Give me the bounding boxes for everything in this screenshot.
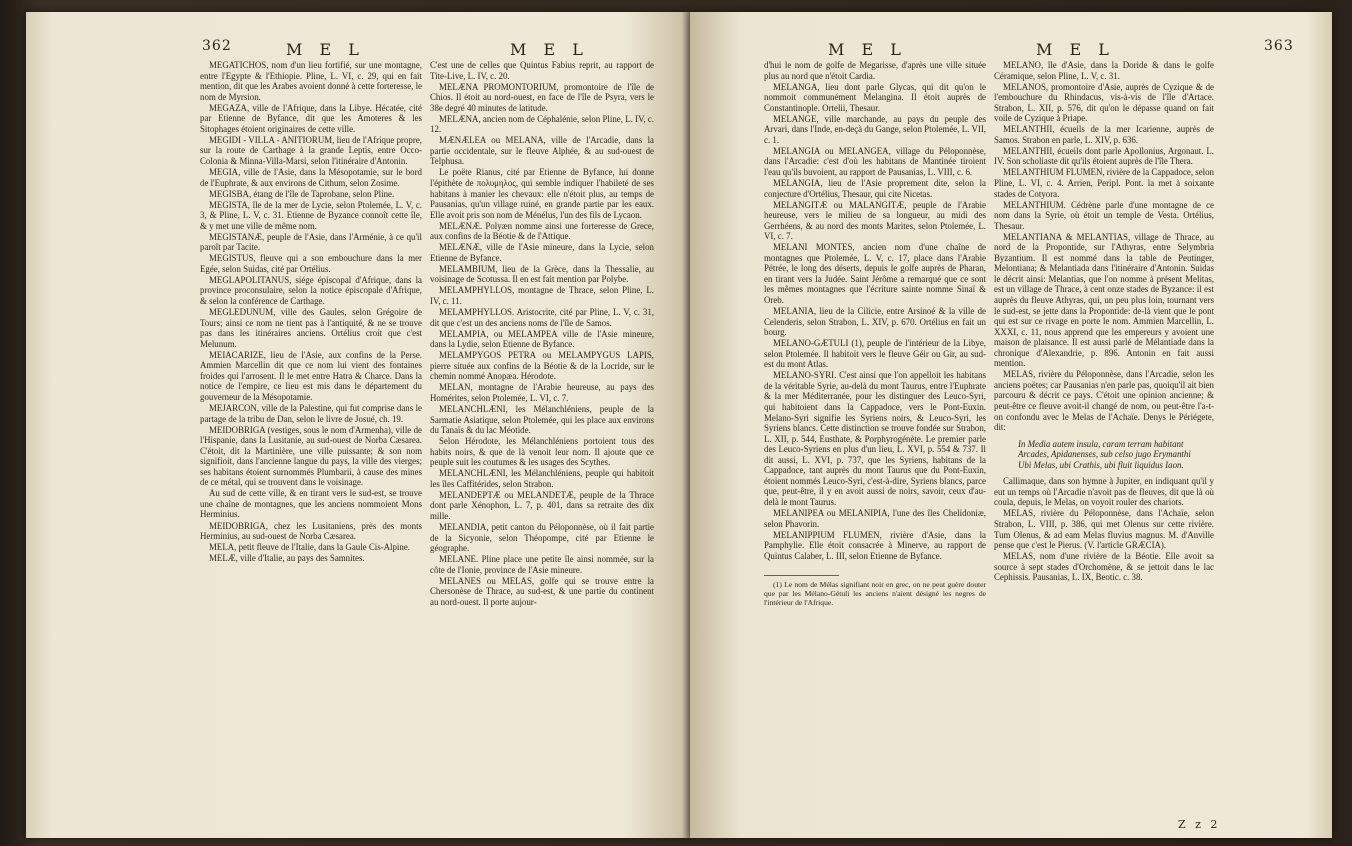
dictionary-entry: MEGIDI - VILLA - ANITIORUM, lieu de l'Afrique propre, sur la route de Carthage à la grande Leptis, entre Occo-Colonia & Minna-Villa-Marsi, selon l'itinéraire d'Antonin. [200,134,422,166]
right-page [690,12,1332,838]
dictionary-entry: d'hui le nom de golfe de Megarisse, d'après une ville située plus au nord que n'étoit Cardia. [764,60,986,81]
dictionary-entry: MELANOS, promontoire d'Asie, auprès de Cyzique & de l'embouchure du Rhindacus, vis-à-vis de l'île d'Artace. Strabon, L. XII, p. 576, dit qu'on le dépasse quand on fait voile de Cyzique à Priape. [994,81,1214,124]
verse-line: Ubi Melas, ubi Crathis, ubi fluit liquidus Iaon. [1018,459,1184,470]
dictionary-entry: MEGATICHOS, nom d'un lieu fortifié, sur une montagne, entre l'Egypte & l'Ethiopie. Pline, L. VI, c. 29, qui en fait mention, dit que les Arabes avoient donné à cette forteresse, le nom de Myrsion. [200,60,422,102]
dictionary-entry: MEGLAPOLITANUS, siége épiscopal d'Afrique, dans la province proconsulaire, selon la notice épiscopale d'Afrique, & selon la conférence de Carthage. [200,274,422,307]
right-column-2 [994,60,1214,583]
dictionary-entry: MEGIA, ville de l'Asie, dans la Mésopotamie, sur le bord de l'Euphrate, & aux environs de Cithum, selon Zosime. [200,166,422,188]
left-column-2 [430,60,654,608]
dictionary-entry: MEGISTUS, fleuve qui a son embouchure dans la mer Egée, selon Suidas, cité par Ortélius. [200,253,422,274]
dictionary-entry: MELANIA, lieu de la Cilicie, entre Arsinoé & la ville de Celenderis, selon Strabon, L. XIV, p. 670. Ortélius en fait un bourg. [764,306,986,338]
dictionary-entry: MELANGIA ou MELANGEA, village du Péloponnèse, dans l'Arcadie: c'est d'où les habitans de Mantinée tiroient l'eau qu'ils buvoient, au rapport de Pausanias, L. VIII, c. 6. [764,145,986,177]
dictionary-entry: MELANGE, ville marchande, au pays du peuple des Arvari, dans l'Inde, en-deçà du Gange, selon Ptolemée, L. VII, c. 1. [764,113,986,145]
dictionary-entry: MELANDEPTÆ ou MELANDETÆ, peuple de la Thrace dont parle Xénophon, L. 7, p. 401, dans sa retraite des dix mille. [430,489,654,521]
dictionary-entry: MELÆNA PROMONTORIUM, promontoire de l'île de Chios. Il étoit au nord-ouest, en face de l'île de Psyra, vers le 38e degré 40 minutes de latitude. [430,81,654,113]
dictionary-entry: MELANDIA, petit canton du Péloponnèse, où il fait partie de la Sicyonie, selon Théopompe, cité par Etienne le géographe. [430,522,654,554]
dictionary-entry: MELANTHIUM. Cédrène parle d'une montagne de ce nom dans la Syrie, où étoit un temple de Vesta. Ortélius, Thesaur. [994,199,1214,231]
dictionary-entry: MELANES ou MELAS, golfe qui se trouve entre la Chersonèse de Thrace, au sud-est, & une partie du continent au nord-ouest. Il porte aujour- [430,575,654,607]
dictionary-entry: MELA, petit fleuve de l'Italie, dans la Gaule Cis-Alpine. [209,542,410,553]
dictionary-entry: MELAS, nom d'une rivière de la Béotie. Elle avoit sa source à sept stades d'Orchomène, & se jettoit dans le lac Cephissis. Pausanias, L. IX, Beotic. c. 38. [994,551,1214,583]
right-column-1 [764,60,986,608]
dictionary-entry: MEGLEDUNUM, ville des Gaules, selon Grégoire de Tours; ainsi ce nom ne tient pas à l'antiquité, & ne se trouve pas dans les itinéraires anciens. Ortélius croit que c'est Melunum. [200,307,422,349]
dictionary-entry: MELANE. Pline place une petite île ainsi nommée, sur la côte de l'Ionie, province de l'Asie mineure. [430,554,654,575]
dictionary-entry: MELANIPEA ou MELANIPIA, l'une des îles Chelidoniæ, selon Phavorin. [764,507,986,529]
running-head-left-2: M E L [510,40,589,59]
dictionary-entry: Callimaque, dans son hymne à Jupiter, en indiquant qu'il y eut un temps où l'Arcadie n'avoit pas de fleuves, dit que là où coula, depuis, le Melas, on voyoit rouler des chariots. [994,476,1214,508]
running-head-right-1: M E L [828,40,907,59]
dictionary-entry: MÆNÆLEA ou MELANA, ville de l'Arcadie, dans la partie occidentale, sur le fleuve Alphée, & au sud-ouest de Telphusa. [430,135,654,167]
dictionary-entry: MEGISTANÆ, peuple de l'Asie, dans l'Arménie, à ce qu'il paroît par Tacite. [200,231,422,253]
dictionary-entry: MELANO-SYRI. C'est ainsi que l'on appelloit les habitans de la véritable Syrie, au-delà du mont Taurus, entre l'Euphrate & la mer Méditerranée, pour les distinguer des Leuco-Syri, qui habitoient dans la Cappadoce, vers le Pont-Euxin. Melano-Syri signifie les Syriens noirs, & Leuco-Syri, les Syriens blancs. Cette distinction se trouve fondée sur Strabon, L. XII, p. 544, Eusthate, & Porphyrogénète. Le premier parle des Leuco-Syriens en plus d'un lieu, L. XVI, p. 554 & 737. Il dit aussi, L. XVI, p. 737, que les Syriens, habitans de la Cappadoce, tant auprès du mont Taurus que du Pont-Euxin, étoient nommés Leuco-Syri, c'est-à-dire, Syriens blancs, parce que, peut-être, il y en avoit aussi de noirs, savoir, ceux d'au-delà le mont Taurus. [764,370,986,507]
dictionary-entry: MELÆNÆ, ville de l'Asie mineure, dans la Lycie, selon Etienne de Byfance. [430,242,654,263]
verse-line: In Media autem insula, caram terram habitant [1018,438,1184,449]
dictionary-entry: MELAMPIA, ou MELAMPEA ville de l'Asie mineure, dans la Lydie, selon Etienne de Byfance. [430,328,654,350]
dictionary-entry: Au sud de cette ville, & en tirant vers le sud-est, se trouve une chaîne de montagnes, que les anciens nommoient Mons Herminius. [200,488,422,520]
dictionary-entry: MELANO-GÆTULI (1), peuple de l'intérieur de la Libye, selon Ptolemée. Il habitoit vers le fleuve Géir ou Gir, au sud-est du mont Atlas. [764,338,986,370]
running-head-right-2: M E L [1036,40,1115,59]
dictionary-entry: MEGAZA, ville de l'Afrique, dans la Libye. Hécatée, cité par Etienne de Byfance, dit que les Amoteres & les Sitophages étoient originaires de cette ville. [200,102,422,134]
dictionary-entry: MELANGIA, lieu de l'Asie proprement dite, selon la conjecture d'Ortélius, Thesaur, qui cite Nicetas. [764,178,986,199]
dictionary-entry: MEGISTA, île de la mer de Lycie, selon Ptolemée, L. V, c. 3, & Pline, L. V, c. 31. Etienne de Byzance connoît cette île, & y met une ville de même nom. [200,199,422,231]
page-number-left: 362 [202,38,232,54]
dictionary-entry: MELANTHIUM FLUMEN, rivière de la Cappadoce, selon Pline, L. VI, c. 4. Arrien, Peripl. Pont. la met à soixante stades de Cotyora. [994,167,1214,199]
footnote: (1) Le nom de Mélas signifiant noir en grec, on ne peut guère douter que par les Mélano-Gétuli les anciens n'aient désigné les negres de l'intérieur de l'Afrique. [764,580,986,608]
page-number-right: 363 [1264,38,1294,54]
dictionary-entry: MELÆNA, ancien nom de Céphalénie, selon Pline, L. IV, c. 12. [430,113,654,135]
dictionary-entry: Le poëte Rianus, cité par Etienne de Byfance, lui donne l'épithète de πολυμηλος, qui semble indiquer l'habileté de ses habitans à manier les chevaux: elle n'étoit plus, au temps de Pausanias, qu'un village ruiné, en grande partie par les eaux. Elle avoit pris son nom de Ménélus, l'un des fils de Lycaon. [430,167,654,220]
signature-mark: Z z 2 [1178,818,1221,831]
dictionary-entry: MEIDOBRIGA (vestiges, sous le nom d'Armenha), ville de l'Hispanie, dans la Lusitanie, au sud-ouest de Norba Cæsarea. C'étoit, dit la Martinière, une ville puissante; & son nom signifioit, dans l'ancienne langue du pays, la ville des vierges; ses habitans étoient surnommés Plumbarii, à cause des mines de ce métal, qui se trouvent dans le voisinage. [200,424,422,488]
dictionary-entry: MELANI MONTES, ancien nom d'une chaîne de montagnes que Ptolemée, L. V, c. 17, place dans l'Arabie Pétrée, le long des déserts, depuis le golfe auprès de Pharan, en tirant vers la Judée. Saint Jérôme a remarqué que ce sont les mêmes montagnes que l'écriture sainte nomme Sinaï & Oreb. [764,242,986,306]
left-column-1 [200,60,422,564]
verse-line: Arcades, Apidanenses, sub celso jugo Erymanthi [1018,449,1191,460]
dictionary-entry: MELAMPYGOS PETRA ou MELAMPYGUS LAPIS, pierre située aux confins de la Béotie & de la Locride, sur le chemin nommé Anopæa. Hérodote. [430,350,654,382]
dictionary-entry: MELAMBIUM, lieu de la Grèce, dans la Thessalie, au voisinage de Scotussa. Il en est fait mention par Polybe. [430,263,654,285]
dictionary-entry: MELAMPHYLLOS. Aristocrite, cité par Pline, L. V, c. 31, dit que c'est un des anciens noms de l'île de Samos. [430,307,654,328]
dictionary-entry: MELANTHII, écueils dont parle Apollonius, Argonaut. L. IV. Son scholiaste dit qu'ils étoient auprès de l'île Thera. [994,145,1214,167]
dictionary-entry: MELAS, rivière du Péloponnèse, dans l'Arcadie, selon les anciens poëtes; car Pausanias n'en parle pas, quoiqu'il ait bien parcouru & décrit ce pays. C'étoit une opinion ancienne; & peut-être ce fleuve avoit-il changé de nom, ou peut-être l'a-t-on confondu avec le Melas de l'Achaïe. Denys le Périégete, dit: [994,369,1214,433]
dictionary-entry: MELANCHLÆNI, les Mélanchléniens, peuple de la Sarmatie Asiatique, selon Ptolemée, qui les place aux environs du Tanaïs & du lac Méotide. [430,404,654,436]
left-page [26,12,690,838]
running-head-left-1: M E L [286,40,365,59]
dictionary-entry: MEIACARIZE, lieu de l'Asie, aux confins de la Perse. Ammien Marcellin dit que ce nom lui vient des fontaines froides qui l'arrosent. Il le met entre Hatra & Charce. Dans la notice de l'empire, ce lieu est mis dans le département du gouverneur de la Mésopotamie. [200,349,422,402]
dictionary-entry: MELANGA, lieu dont parle Glycas, qui dit qu'on le nommoit communément Melangina. Il étoit auprès de Constantinople. Ortelii, Thesaur. [764,81,986,113]
dictionary-entry: MEGISBA, étang de l'île de Taprobane, selon Pline. [209,188,395,199]
dictionary-entry: Selon Hérodote, les Mélanchléniens portoient tous des habits noirs, & que de là venoit leur nom. Il ajoute que ce peuple suit les coutumes & les usages des Scythes. [430,436,654,468]
footnote-rule [764,575,839,576]
dictionary-entry: MELÆ, ville d'Italie, au pays des Samnites. [209,553,365,564]
dictionary-entry: MELÆNÆ. Polyæn nomme ainsi une forteresse de Grece, aux confins de la Béotie & de l'Attique. [430,220,654,242]
dictionary-entry: MELANGITÆ ou MALANGITÆ, peuple de l'Arabie heureuse, vers le milieu de sa longueur, au midi des Gerrhéens, & au nord des monts Marites, selon Ptolemée, L. VI, c. 7. [764,199,986,242]
dictionary-entry: MEIDOBRIGA, chez les Lusitaniens, près des monts Herminius, au sud-ouest de Norba Cæsarea. [200,520,422,542]
verse-quote [994,439,1214,471]
dictionary-entry: C'est une de celles que Quintus Fabius reprit, au rapport de Tite-Live, L. IV, c. 20. [430,60,654,81]
dictionary-entry: MELAN, montagne de l'Arabie heureuse, au pays des Homérites, selon Ptolemée, L. VI, c. 7. [430,382,654,403]
dictionary-entry: MELAMPHYLLOS, montagne de Thrace, selon Pline, L. IV, c. 11. [430,285,654,307]
dictionary-entry: MELANTHII, écueils de la mer Icarienne, auprès de Samos. Strabon en parle, L. XIV, p. 636. [994,124,1214,145]
dictionary-entry: MELANO, île d'Asie, dans la Doride & dans le golfe Céramique, selon Pline, L. V, c. 31. [994,60,1214,81]
dictionary-entry: MELANTIANA & MELANTIAS, village de Thrace, au nord de la Propontide, sur l'Athyras, entre Selymbria Byzantium. Il est nommé dans la table de Peutinger, Melontiana; & Melantiada dans l'itinéraire d'Antonin. Suidas le décrit ainsi: Melantias, que l'on nomme à présent Melitas, est un village de Thrace, à cent onze stades de Byzance: il est auprès du fleuve Athyras, qui, un peu plus loin, tournant vers le sud-est, se jette dans la Propontide: de-là vient que le pont qui est sur ce rivage en porte le nom. Ammien Marcellin, L. XXXI, c. 11, nous apprend que les empereurs y avoient une maison de plaisance. Il est aussi parlé de Mélantiade dans la chronique d'Alexandrie, p. 896. Antonin en fait aussi mention. [994,231,1214,369]
dictionary-entry: MELAS, rivière du Péloponnèse, dans l'Achaïe, selon Strabon, L. VIII, p. 386, qui met Olenus sur cette rivière. Tum Olenus, & ad eam Melas fluvius magnus. M. d'Anville pense que c'est le Pierus. (V. l'article GRÆCIA). [994,508,1214,551]
dictionary-entry: MELANIPPIUM FLUMEN, rivière d'Asie, dans la Pamphylie. Elle étoit consacrée à Minerve, au rapport de Quintus Calaber, L. III, selon Etienne de Byfance. [764,529,986,561]
dictionary-entry: MEJARCON, ville de la Palestine, qui fut comprise dans le partage de la tribu de Dan, selon le livre de Josué, ch. 19. [200,403,422,424]
dictionary-entry: MELANCHLÆNI, les Mélanchléniens, peuple qui habitoit les îles Caffitérides, selon Strabon. [430,468,654,489]
